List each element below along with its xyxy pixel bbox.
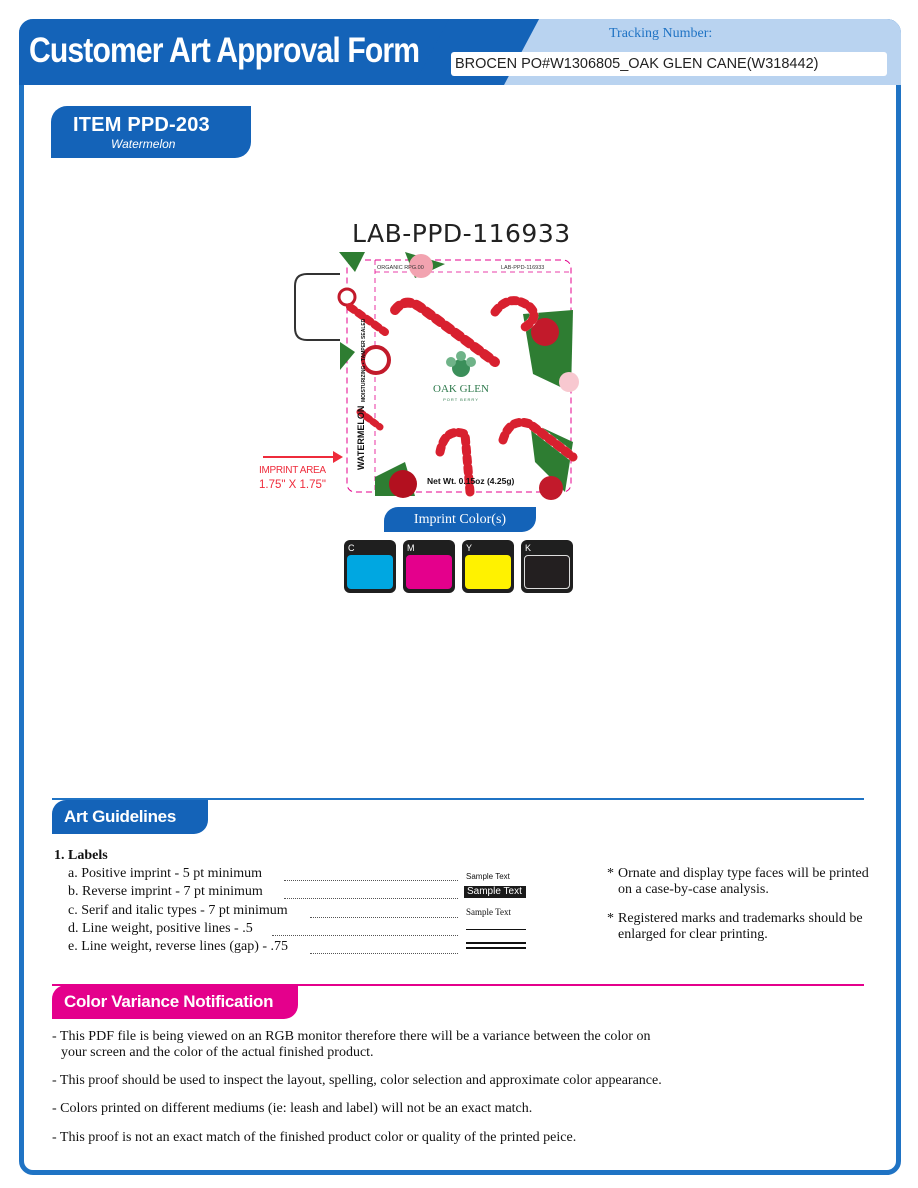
sample-positive-line — [466, 929, 526, 930]
variance-line: - Colors printed on different mediums (ie: leash and label) will not be an exact match. — [52, 1101, 533, 1116]
net-weight: Net Wt. 0.15oz (4.25g) — [427, 476, 515, 486]
top-left-small-text: ORGANIC RPG.00 — [377, 265, 424, 271]
art-guidelines-heading: Art Guidelines — [52, 800, 208, 834]
swatch-magenta — [403, 540, 455, 593]
sample-reverse-line-bottom — [466, 947, 526, 949]
labels-heading: 1. Labels — [54, 848, 108, 863]
flavor-side-text: WATERMELON — [356, 405, 366, 470]
peppermint — [339, 289, 355, 305]
swatch-label: K — [525, 543, 532, 553]
leader-dots — [310, 953, 458, 954]
variance-line: your screen and the color of the actual finished product. — [61, 1045, 374, 1060]
brand-name: OAK GLEN — [433, 383, 489, 395]
page-title: Customer Art Approval Form — [29, 31, 420, 70]
imprint-area-label: IMPRINT AREA — [259, 465, 326, 476]
swatch-black — [521, 540, 573, 593]
brand-sub: PORT BERRY — [443, 397, 479, 402]
sample-reverse-line-top — [466, 942, 526, 944]
artwork-svg — [255, 252, 595, 502]
ornament — [539, 476, 563, 500]
variance-line: - This proof should be used to inspect the layout, spelling, color selection and approximate color appearance. — [52, 1073, 662, 1088]
note-asterisk: * — [607, 911, 614, 926]
leader-dots — [284, 880, 458, 881]
item-tab — [51, 106, 259, 158]
side-text: MOISTURIZING • TAMPER SEALED — [361, 318, 367, 402]
top-right-small-text: LAB-PPD-116933 — [501, 265, 545, 271]
guideline-item: d. Line weight, positive lines - .5 — [68, 921, 253, 936]
tracking-number-field: BROCEN PO#W1306805_OAK GLEN CANE(W318442) — [451, 52, 887, 76]
leader-dots — [284, 898, 458, 899]
guideline-item: e. Line weight, reverse lines (gap) - .75 — [68, 939, 289, 954]
item-flavor: Watermelon — [111, 137, 176, 151]
guideline-item: c. Serif and italic types - 7 pt minimum — [68, 903, 288, 918]
swatch-fill — [406, 555, 452, 589]
swatch-label: Y — [466, 543, 473, 553]
swatch-label: C — [348, 543, 355, 553]
note-asterisk: * — [607, 866, 614, 881]
header-bar — [19, 19, 901, 85]
ornament — [559, 372, 579, 392]
imprint-colors-heading: Imprint Color(s) — [384, 507, 536, 532]
ornament — [389, 470, 417, 498]
guideline-note: Registered marks and trademarks should be enlarged for clear printing. — [618, 911, 863, 942]
swatch-fill — [465, 555, 511, 589]
guideline-item: a. Positive imprint - 5 pt minimum — [68, 866, 263, 881]
swatch-cyan — [344, 540, 396, 593]
guideline-note: Ornate and display type faces will be printed on a case-by-case analysis. — [618, 866, 869, 897]
sample-reverse: Sample Text — [464, 886, 526, 898]
tracking-number-label: Tracking Number: — [609, 26, 713, 41]
product-artwork — [255, 252, 595, 502]
leader-dots — [272, 935, 458, 936]
imprint-area-size: 1.75" X 1.75" — [259, 479, 326, 491]
variance-line: - This PDF file is being viewed on an RGB monitor therefore there will be a variance between the color on — [52, 1029, 651, 1044]
leader-dots — [310, 917, 458, 918]
swatch-label: M — [407, 543, 415, 553]
lab-code: LAB-PPD-116933 — [352, 219, 571, 248]
sample-serif: Sample Text — [466, 907, 511, 917]
sample-positive: Sample Text — [466, 872, 510, 881]
swatch-fill — [347, 555, 393, 589]
swatch-fill — [524, 555, 570, 589]
color-variance-heading: Color Variance Notification — [52, 985, 298, 1019]
swatch-yellow — [462, 540, 514, 593]
hinge-outline — [295, 274, 340, 340]
variance-line: - This proof is not an exact match of the finished product color or quality of the printed peice. — [52, 1130, 577, 1145]
guideline-item: b. Reverse imprint - 7 pt minimum — [68, 884, 263, 899]
item-code: ITEM PPD-203 — [73, 114, 210, 136]
